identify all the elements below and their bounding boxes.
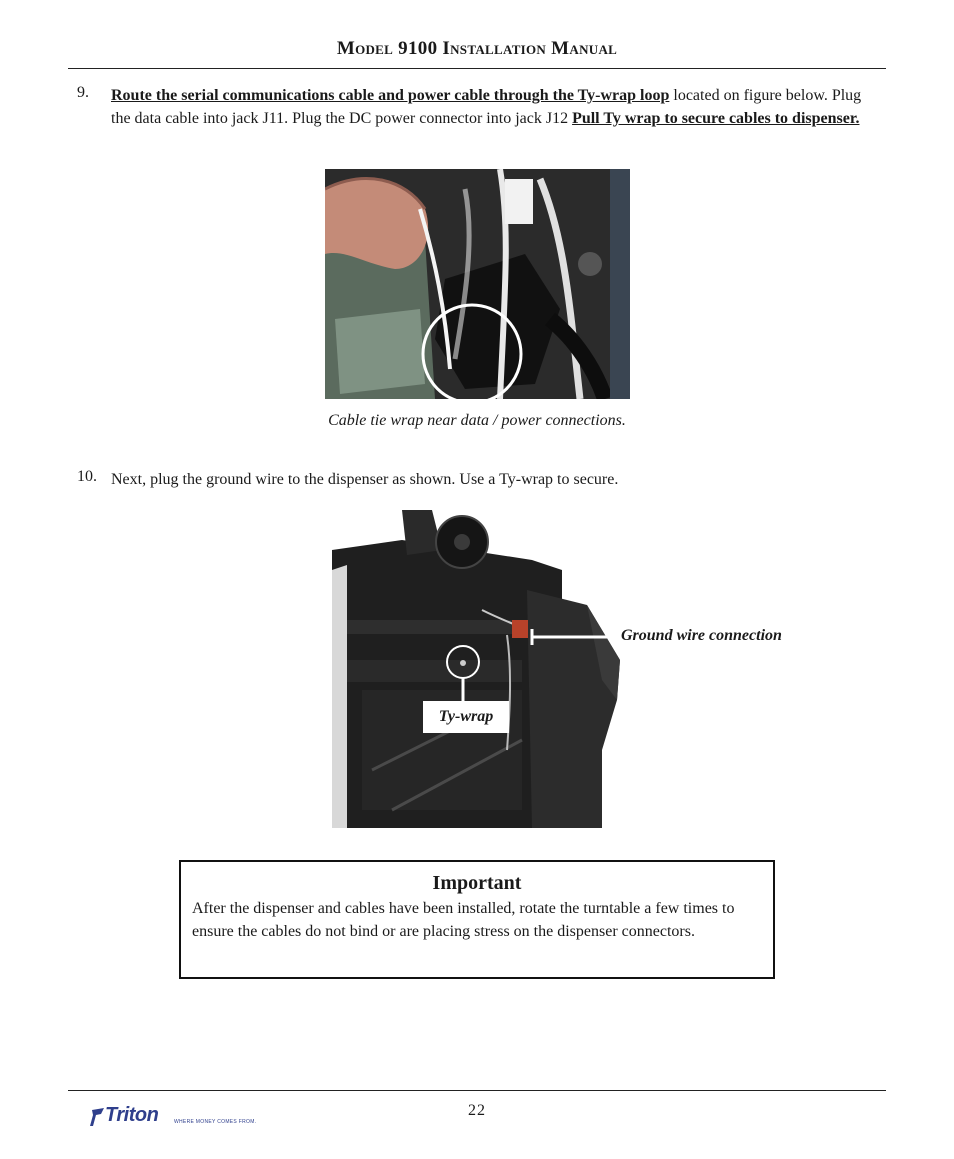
step-10-text: Next, plug the ground wire to the dispenser as shown. Use a Ty-wrap to secure. [111, 471, 619, 488]
step-9-body: located on figure below. Plug the data cable into jack J11. Plug the DC power connector into jack J12 [111, 87, 862, 127]
important-notice [179, 860, 775, 979]
figure-1-caption: Cable tie wrap near data / power connections. [328, 412, 626, 429]
step-10-number: 10. [77, 468, 97, 485]
header-rule [68, 68, 886, 69]
logo-name: Triton [105, 1104, 159, 1126]
page-header-title: Model 9100 Installation Manual [336, 38, 618, 59]
step-9-number: 9. [77, 84, 89, 101]
important-text: After the dispenser and cables have been installed, rotate the turntable a few times to ensure the cables do not bind or are placing stress on the dispenser connectors. [192, 900, 735, 940]
step-9-bold-tail: Pull Ty wrap to secure cables to dispenser. [572, 110, 860, 127]
ground-wire-label: Ground wire connection [621, 627, 782, 644]
cable-tie-photo-art [325, 169, 630, 399]
dispenser-ground-photo [332, 510, 620, 828]
dispenser-ground-photo-art [332, 510, 620, 828]
triton-swoosh-icon [90, 1108, 106, 1126]
step-9-bold-lead: Route the serial communications cable and power cable through the Ty-wrap loop [111, 87, 670, 104]
important-title: Important [432, 872, 522, 894]
logo-tagline: WHERE MONEY COMES FROM. [174, 1119, 257, 1125]
step-9-text [111, 84, 883, 130]
page-number: 22 [468, 1102, 486, 1119]
footer-rule [68, 1090, 886, 1091]
ty-wrap-label: Ty-wrap [423, 701, 509, 733]
triton-logo [86, 1104, 256, 1138]
cable-tie-photo [325, 169, 630, 399]
